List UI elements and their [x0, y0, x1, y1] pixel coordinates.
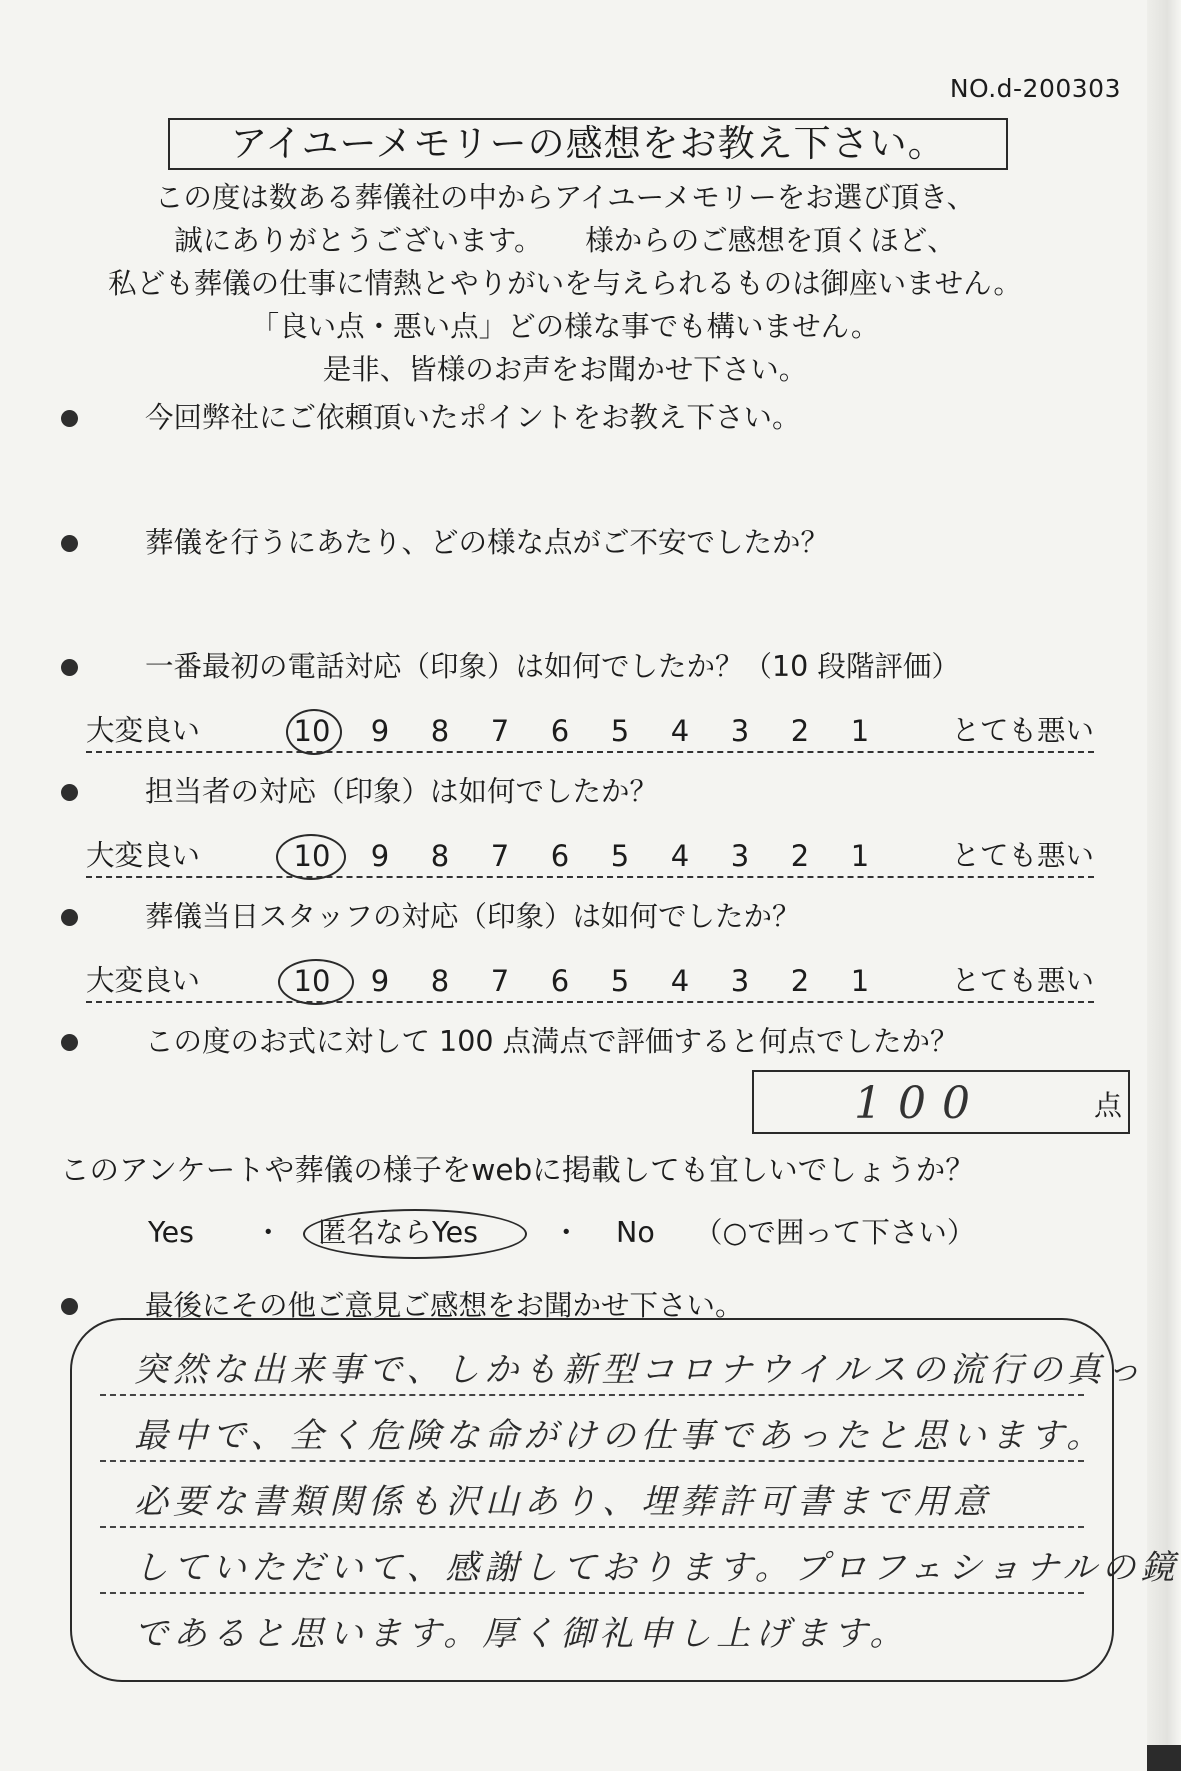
question-reason: 今回弊社にご依頼頂いたポイントをお教え下さい。 — [145, 401, 801, 434]
scale-number[interactable]: 7 — [490, 964, 510, 998]
intro-line-2: 誠にありがとうございます。 様からのご感想を頂くほど、 — [174, 224, 956, 257]
rating-scale-staff — [86, 836, 1094, 878]
bullet-icon — [61, 535, 78, 552]
scale-number[interactable]: 9 — [370, 964, 390, 998]
question-concerns: 葬儀を行うにあたり、どの様な点がご不安でしたか？ — [145, 526, 830, 559]
scale-number[interactable]: 1 — [850, 839, 870, 873]
comment-text: 突然な出来事で、しかも新型コロナウイルスの流行の真っ — [134, 1350, 1146, 1390]
scale-number[interactable]: 5 — [610, 839, 630, 873]
bullet-icon — [61, 909, 78, 926]
scale-number[interactable]: 8 — [430, 964, 450, 998]
option-no[interactable]: No — [616, 1216, 655, 1249]
bullet-icon — [61, 1034, 78, 1051]
web-permission-question: このアンケートや葬儀の様子をwebに掲載しても宜しいでしょうか？ — [60, 1153, 975, 1187]
rating-scale-day-staff — [86, 961, 1094, 1003]
comment-area[interactable] — [70, 1318, 1180, 1682]
score-field[interactable] — [752, 1070, 1130, 1134]
scale-bad-label: とても悪い — [951, 964, 1094, 997]
scale-number[interactable]: 6 — [550, 714, 570, 748]
scale-bad-label: とても悪い — [951, 839, 1094, 872]
comment-line — [100, 1530, 1180, 1594]
option-separator: ・ — [254, 1216, 283, 1249]
option-separator: ・ — [552, 1216, 581, 1249]
scale-number[interactable]: 1 — [850, 714, 870, 748]
circle-instruction: （○で囲って下さい） — [694, 1216, 976, 1249]
selection-circle — [303, 1209, 527, 1259]
scale-good-label: 大変良い — [86, 714, 201, 747]
scale-number[interactable]: 8 — [430, 839, 450, 873]
scale-number[interactable]: 3 — [730, 714, 750, 748]
bullet-icon — [61, 659, 78, 676]
comment-line — [100, 1464, 1084, 1528]
scale-bad-label: とても悪い — [951, 714, 1094, 747]
comment-line — [100, 1596, 1084, 1658]
scale-number[interactable]: 8 — [430, 714, 450, 748]
comment-line — [100, 1398, 1106, 1462]
intro-line-4: 「良い点・悪い点」どの様な事でも構いません。 — [250, 310, 880, 343]
scale-numbers — [282, 711, 952, 751]
intro-line-3: 私ども葬儀の仕事に情熱とやりがいを与えられるものは御座いません。 — [108, 267, 1022, 300]
scale-number[interactable]: 4 — [670, 964, 690, 998]
comment-text: 最中で、全く危険な命がけの仕事であったと思います。 — [134, 1416, 1106, 1456]
scale-good-label: 大変良い — [86, 964, 201, 997]
paper-edge — [1147, 0, 1181, 1771]
scale-number[interactable]: 2 — [790, 839, 810, 873]
bullet-icon — [61, 1298, 78, 1315]
scale-number[interactable]: 2 — [790, 714, 810, 748]
scale-number[interactable]: 4 — [670, 714, 690, 748]
comment-text: であると思います。厚く御礼申し上げます。 — [134, 1614, 909, 1654]
document-number: NO.d-200303 — [949, 74, 1121, 103]
scale-numbers — [282, 836, 952, 876]
scale-number[interactable]: 3 — [730, 964, 750, 998]
comment-line — [100, 1332, 1146, 1396]
selection-circle — [286, 709, 342, 755]
score-unit: 点 — [1093, 1089, 1122, 1122]
score-value: 100 — [854, 1078, 986, 1129]
scan-corner — [1147, 1745, 1181, 1771]
scale-numbers — [282, 961, 952, 1001]
scale-good-label: 大変良い — [86, 839, 201, 872]
scale-number[interactable]: 10 — [293, 964, 331, 998]
scale-number[interactable]: 7 — [490, 714, 510, 748]
scale-number[interactable]: 2 — [790, 964, 810, 998]
selection-circle — [278, 959, 354, 1005]
option-anonymous-yes[interactable]: 匿名ならYes — [318, 1216, 479, 1249]
question-phone-response: 一番最初の電話対応（印象）は如何でしたか？（10 段階評価） — [145, 650, 960, 683]
scale-number[interactable]: 4 — [670, 839, 690, 873]
scale-number[interactable]: 5 — [610, 964, 630, 998]
scale-number[interactable]: 6 — [550, 839, 570, 873]
scale-number[interactable]: 1 — [850, 964, 870, 998]
scale-number[interactable]: 3 — [730, 839, 750, 873]
scale-number[interactable]: 10 — [293, 839, 331, 873]
form-title: アイユーメモリーの感想をお教え下さい。 — [168, 118, 1008, 170]
bullet-icon — [61, 784, 78, 801]
option-yes[interactable]: Yes — [148, 1216, 195, 1249]
intro-line-1: この度は数ある葬儀社の中からアイユーメモリーをお選び頂き、 — [154, 181, 976, 214]
comment-text: していただいて、感謝しております。プロフェショナルの鏡 — [134, 1548, 1180, 1588]
scale-number[interactable]: 9 — [370, 839, 390, 873]
scale-number[interactable]: 6 — [550, 964, 570, 998]
intro-line-5: 是非、皆様のお声をお聞かせ下さい。 — [322, 353, 808, 386]
scale-number[interactable]: 7 — [490, 839, 510, 873]
selection-circle — [276, 834, 346, 880]
question-comments: 最後にその他ご意見ご感想をお聞かせ下さい。 — [145, 1289, 744, 1322]
question-staff-response: 担当者の対応（印象）は如何でしたか？ — [145, 775, 659, 808]
rating-scale-phone — [86, 711, 1094, 753]
scale-number[interactable]: 10 — [293, 714, 331, 748]
question-day-staff-response: 葬儀当日スタッフの対応（印象）は如何でしたか？ — [145, 900, 801, 933]
bullet-icon — [61, 410, 78, 427]
scale-number[interactable]: 5 — [610, 714, 630, 748]
question-score: この度のお式に対して 100 点満点で評価すると何点でしたか？ — [145, 1025, 959, 1058]
comment-text: 必要な書類関係も沢山あり、埋葬許可書まで用意 — [134, 1482, 992, 1522]
scale-number[interactable]: 9 — [370, 714, 390, 748]
